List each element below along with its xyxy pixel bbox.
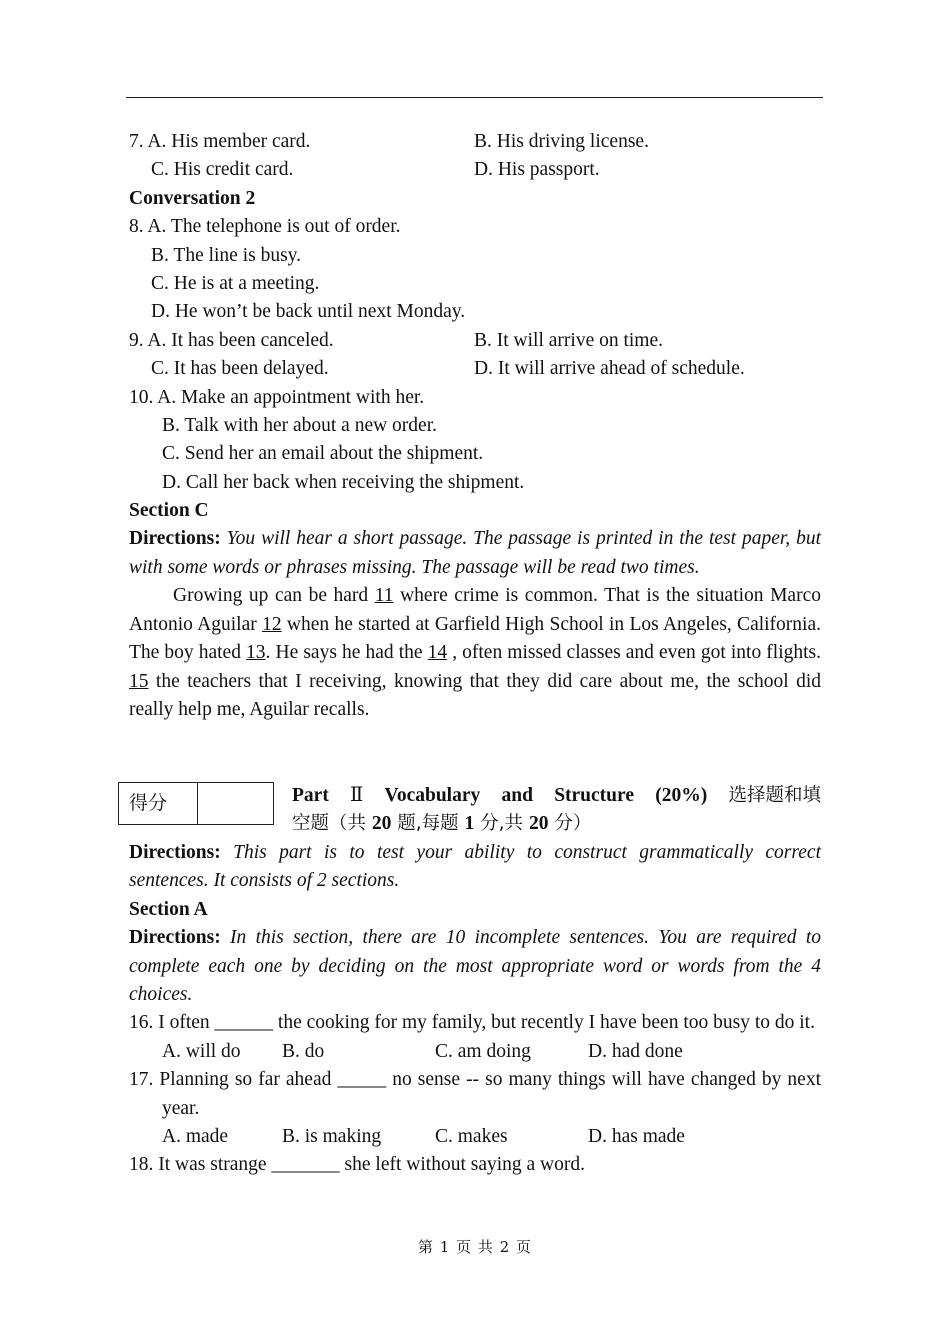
- q8-option-c: C. He is at a meeting.: [151, 272, 320, 294]
- q17-option-a: A. made: [162, 1126, 229, 1148]
- header-rule: [126, 97, 823, 98]
- q17-option-d: D. has made: [588, 1126, 685, 1148]
- blank-14: 14: [427, 642, 448, 664]
- q9-option-a: 9. A. It has been canceled.: [129, 329, 334, 351]
- section-c-heading: Section C: [129, 500, 209, 522]
- q9-row2: [129, 355, 821, 383]
- q8-option-b: B. The line is busy.: [151, 244, 302, 266]
- blank-11: 11: [374, 585, 394, 607]
- part-2-directions: Directions: This part is to test your ability to construct grammatically correct sentences. It consists of 2 sections.: [129, 842, 821, 892]
- part-2-heading: Part Ⅱ Vocabulary and Structure (20%) 选择题和填 空题（共 20 题,每题 1 分,共 20 分）: [292, 782, 821, 839]
- page-footer: 第 1 页 共 2 页: [418, 1238, 532, 1256]
- q17-option-c: C. makes: [435, 1126, 508, 1148]
- q10-option-a: 10. A. Make an appointment with her.: [129, 386, 425, 408]
- q7-option-a: 7. A. His member card.: [129, 131, 311, 152]
- q16-option-d: D. had done: [588, 1040, 683, 1062]
- q7-row2: [129, 156, 821, 184]
- q9-option-c: C. It has been delayed.: [151, 358, 329, 380]
- vocabulary-section: [129, 839, 821, 1180]
- blank-15: 15: [129, 670, 149, 692]
- q18-stem: 18. It was strange _______ she left without saying a word.: [129, 1154, 586, 1176]
- score-label: 得分: [119, 783, 198, 824]
- q16-option-c: C. am doing: [435, 1040, 531, 1062]
- q7-option-b: B. His driving license.: [474, 131, 649, 152]
- section-c-passage: Growing up can be hard 11 where crime is common. That is the situation Marco Antonio Aguilar 12 when he started at Garfield High School in Los Angeles, California. The boy hated 13. He says he had the 14 , often missed classes and even got into flights. 15 the teachers that I receiving, knowing that they did care about me, the school did really help me, Aguilar recalls.: [129, 585, 822, 720]
- conversation-2-heading: Conversation 2: [129, 187, 256, 209]
- section-c-directions: Directions: You will hear a short passage. The passage is printed in the test paper, but with some words or phrases missing. The passage will be read two times.: [129, 528, 821, 578]
- q8-option-d: D. He won’t be back until next Monday.: [151, 301, 466, 323]
- part-2-subheading: 空题（共 20 题,每题 1 分,共 20 分）: [292, 813, 592, 835]
- score-value-field: [198, 783, 273, 824]
- q8-option-a: 8. A. The telephone is out of order.: [129, 216, 401, 238]
- q10-option-d: D. Call her back when receiving the shipment.: [162, 471, 525, 493]
- q7-row1: [129, 128, 821, 156]
- blank-13: 13: [246, 642, 266, 664]
- q16-stem: 16. I often ______ the cooking for my family, but recently I have been too busy to do it.: [129, 1012, 815, 1034]
- q7-option-c: C. His credit card.: [151, 159, 294, 181]
- q9-option-b: B. It will arrive on time.: [474, 329, 664, 351]
- score-box: [118, 782, 274, 825]
- section-a-heading: Section A: [129, 898, 208, 920]
- blank-12: 12: [262, 613, 282, 635]
- listening-section: [129, 128, 821, 724]
- q9-option-d: D. It will arrive ahead of schedule.: [474, 358, 745, 380]
- q17-options: [129, 1123, 821, 1151]
- q10-option-c: C. Send her an email about the shipment.: [162, 443, 484, 465]
- q16-option-b: B. do: [282, 1040, 325, 1062]
- q7-option-d: D. His passport.: [474, 159, 600, 181]
- section-a-directions: Directions: In this section, there are 10 incomplete sentences. You are required to complete each one by deciding on the most appropriate word or words from the 4 choices.: [129, 927, 821, 1006]
- q9-row1: [129, 327, 821, 355]
- q17-stem: 17. Planning so far ahead _____ no sense -- so many things will have changed by next year.: [129, 1069, 821, 1119]
- q16-options: [129, 1038, 821, 1066]
- q17-option-b: B. is making: [282, 1126, 382, 1148]
- q10-option-b: B. Talk with her about a new order.: [162, 414, 437, 436]
- q16-option-a: A. will do: [162, 1040, 241, 1062]
